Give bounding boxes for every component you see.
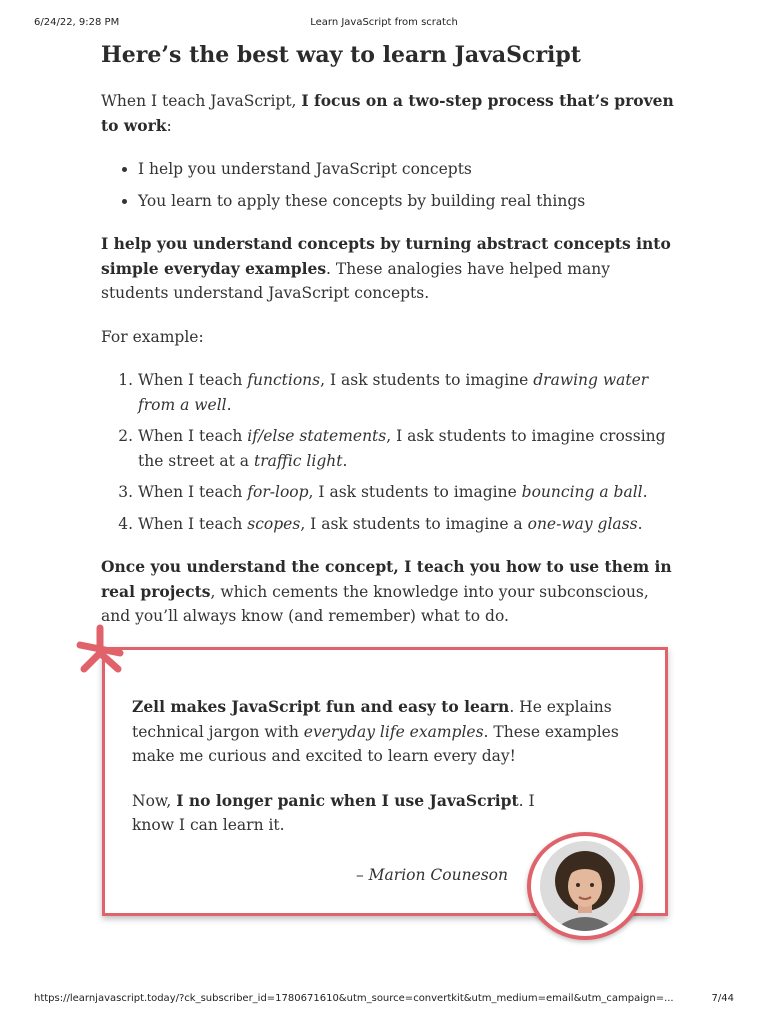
examples-list <box>101 368 681 536</box>
testimonial-text <box>132 695 632 858</box>
print-header <box>0 17 768 31</box>
for-example-text: For example: <box>101 327 204 346</box>
print-doc-title: Learn JavaScript from scratch <box>310 17 458 28</box>
testimonial-author: – Marion Couneson <box>356 866 508 884</box>
testimonial-paragraph: Now, I no longer panic when I use JavaScript. I know I can learn it. <box>132 790 535 834</box>
concepts-paragraph: I help you understand concepts by turning abstract concepts into simple everyday examples. These analogies have helped many students understand JavaScript concepts. <box>101 234 671 302</box>
article <box>101 40 681 648</box>
print-footer <box>0 993 768 1007</box>
author-photo <box>540 841 630 931</box>
projects-paragraph: Once you understand the concept, I teach you how to use them in real projects, which cements the knowledge into your subconscious, and you’ll always know (and remember) what to do. <box>101 557 672 625</box>
page-title: Here’s the best way to learn JavaScript <box>101 42 581 68</box>
page-number: 7/44 <box>711 993 734 1004</box>
list-item: 3. When I teach for-loop, I ask students to imagine bouncing a ball. <box>138 480 681 505</box>
avatar <box>527 832 643 940</box>
list-item: • I help you understand JavaScript concepts <box>138 157 681 182</box>
print-url: https://learnjavascript.today/?ck_subscriber_id=1780671610&utm_source=convertkit&utm_medium=email&utm_campaign=... <box>34 993 674 1004</box>
list-item: • You learn to apply these concepts by building real things <box>138 189 681 214</box>
list-item: 2. When I teach if/else statements, I ask students to imagine crossing the street at a traffic light. <box>138 424 681 473</box>
asterisk-icon <box>72 623 128 675</box>
list-item: 4. When I teach scopes, I ask students to imagine a one-way glass. <box>138 512 681 537</box>
intro-paragraph: When I teach JavaScript, I focus on a two-step process that’s proven to work: <box>101 91 674 135</box>
list-item: 1. When I teach functions, I ask students to imagine drawing water from a well. <box>138 368 681 417</box>
print-datetime: 6/24/22, 9:28 PM <box>34 17 120 28</box>
process-list <box>101 157 681 213</box>
testimonial-paragraph: Zell makes JavaScript fun and easy to learn. He explains technical jargon with everyday life examples. These examples make me curious and excited to learn every day! <box>132 697 619 765</box>
